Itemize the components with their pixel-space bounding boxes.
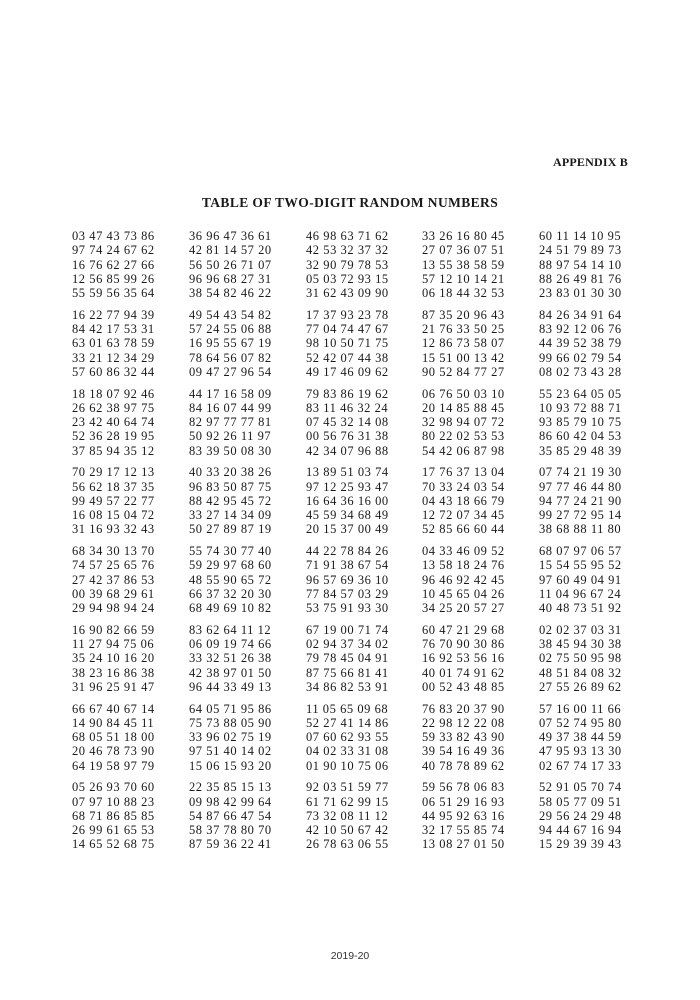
number-group: 68 71 86 85 85 <box>72 808 155 823</box>
number-group: 11 27 94 75 06 <box>72 637 155 651</box>
number-group: 29 94 98 94 24 <box>72 601 155 615</box>
number-group: 86 60 42 04 53 <box>539 429 622 444</box>
number-group: 47 95 93 13 30 <box>539 744 622 759</box>
number-group: 74 57 25 65 76 <box>72 558 155 573</box>
number-group: 20 46 78 73 90 <box>72 744 155 759</box>
number-group: 40 78 78 89 62 <box>422 758 505 773</box>
number-group: 06 09 19 74 66 <box>189 637 272 651</box>
number-group: 88 97 54 14 10 <box>539 257 622 272</box>
number-block <box>72 780 642 851</box>
number-group: 70 29 17 12 13 <box>72 465 155 480</box>
table-row <box>72 308 642 322</box>
number-group: 44 95 92 63 16 <box>422 808 505 823</box>
number-group: 38 68 88 11 80 <box>539 522 622 537</box>
number-block <box>72 465 642 536</box>
number-group: 57 24 55 06 88 <box>189 322 272 336</box>
number-group: 96 83 50 87 75 <box>189 479 272 494</box>
number-group: 75 73 88 05 90 <box>189 715 272 730</box>
number-group: 20 14 85 88 45 <box>422 400 505 415</box>
number-group: 80 22 02 53 53 <box>422 429 505 444</box>
table-row <box>72 494 642 508</box>
table-row <box>72 429 642 443</box>
number-group: 15 29 39 39 43 <box>539 837 622 852</box>
number-group: 15 06 15 93 20 <box>189 758 272 773</box>
table-row <box>72 229 642 243</box>
number-group: 07 45 32 14 08 <box>306 415 389 429</box>
number-group: 00 39 68 29 61 <box>72 586 155 601</box>
number-group: 78 64 56 07 82 <box>189 350 272 365</box>
table-row <box>72 823 642 837</box>
number-group: 96 57 69 36 10 <box>306 572 389 587</box>
number-group: 97 74 24 67 62 <box>72 243 155 258</box>
number-group: 49 17 46 09 62 <box>306 364 389 379</box>
number-group: 15 51 00 13 42 <box>422 350 505 365</box>
number-group: 40 33 20 38 26 <box>189 465 272 480</box>
number-group: 07 74 21 19 30 <box>539 465 622 480</box>
number-group: 79 78 45 04 91 <box>306 651 389 666</box>
table-row <box>72 680 642 694</box>
number-group: 45 59 34 68 49 <box>306 508 389 522</box>
number-group: 07 60 62 93 55 <box>306 730 389 744</box>
number-group: 35 24 10 16 20 <box>72 651 155 666</box>
number-group: 58 05 77 09 51 <box>539 794 622 809</box>
number-group: 49 37 38 44 59 <box>539 730 622 744</box>
number-group: 07 97 10 88 23 <box>72 794 155 809</box>
number-group: 02 02 37 03 31 <box>539 622 622 637</box>
number-group: 97 51 40 14 02 <box>189 744 272 759</box>
number-group: 42 81 14 57 20 <box>189 243 272 258</box>
number-group: 59 33 82 43 90 <box>422 730 505 744</box>
number-group: 55 74 30 77 40 <box>189 544 272 558</box>
table-row <box>72 759 642 773</box>
table-row <box>72 809 642 823</box>
number-group: 33 21 12 34 29 <box>72 350 155 365</box>
number-group: 14 90 84 45 11 <box>72 715 155 730</box>
number-group: 06 76 50 03 10 <box>422 386 505 401</box>
number-group: 42 34 07 96 88 <box>306 443 389 458</box>
number-group: 42 53 32 37 32 <box>306 243 389 258</box>
number-group: 97 60 49 04 91 <box>539 572 622 587</box>
number-group: 10 93 72 88 71 <box>539 400 622 415</box>
table-row <box>72 272 642 286</box>
number-group: 35 85 29 48 39 <box>539 443 622 458</box>
number-group: 06 51 29 16 93 <box>422 794 505 809</box>
number-group: 27 42 37 86 53 <box>72 572 155 587</box>
number-group: 98 10 50 71 75 <box>306 336 389 351</box>
number-group: 34 25 20 57 27 <box>422 601 505 615</box>
appendix-label: APPENDIX B <box>552 155 628 169</box>
table-row <box>72 730 642 744</box>
table-row <box>72 637 642 651</box>
number-group: 60 11 14 10 95 <box>539 229 622 243</box>
number-group: 16 76 62 27 66 <box>72 257 155 272</box>
number-group: 09 47 27 96 54 <box>189 364 272 379</box>
number-group: 87 75 66 81 41 <box>306 665 389 680</box>
number-group: 52 91 05 70 74 <box>539 780 622 795</box>
number-group: 59 29 97 68 60 <box>189 558 272 573</box>
number-group: 32 98 94 07 72 <box>422 415 505 429</box>
table-row <box>72 243 642 257</box>
number-group: 04 33 46 09 52 <box>422 544 505 558</box>
table-row <box>72 365 642 379</box>
number-group: 16 08 15 04 72 <box>72 508 155 522</box>
number-group: 11 05 65 09 68 <box>306 701 389 716</box>
number-group: 21 76 33 50 25 <box>422 322 505 336</box>
number-group: 11 04 96 67 24 <box>539 586 622 601</box>
number-group: 64 19 58 97 79 <box>72 758 155 773</box>
table-row <box>72 601 642 615</box>
number-group: 34 86 82 53 91 <box>306 679 389 694</box>
number-group: 87 59 36 22 41 <box>189 837 272 852</box>
number-group: 37 85 94 35 12 <box>72 443 155 458</box>
number-group: 84 16 07 44 99 <box>189 400 272 415</box>
number-group: 57 16 00 11 66 <box>539 701 622 716</box>
number-group: 94 44 67 16 94 <box>539 823 622 837</box>
number-group: 17 37 93 23 78 <box>306 307 389 322</box>
number-group: 46 98 63 71 62 <box>306 229 389 243</box>
number-group: 68 05 51 18 00 <box>72 730 155 744</box>
table-row <box>72 587 642 601</box>
number-group: 83 92 12 06 76 <box>539 322 622 336</box>
number-group: 56 62 18 37 35 <box>72 479 155 494</box>
number-group: 64 05 71 95 86 <box>189 701 272 716</box>
number-group: 07 52 74 95 80 <box>539 715 622 730</box>
table-row <box>72 666 642 680</box>
number-group: 92 03 51 59 77 <box>306 780 389 795</box>
number-group: 68 34 30 13 70 <box>72 544 155 558</box>
number-group: 13 89 51 03 74 <box>306 465 389 480</box>
number-group: 02 94 37 34 02 <box>306 637 389 651</box>
number-group: 52 27 41 14 86 <box>306 715 389 730</box>
number-group: 32 17 55 85 74 <box>422 823 505 837</box>
number-group: 76 83 20 37 90 <box>422 701 505 716</box>
number-group: 33 32 51 26 38 <box>189 651 272 666</box>
number-group: 68 07 97 06 57 <box>539 544 622 558</box>
number-group: 93 85 79 10 75 <box>539 415 622 429</box>
number-group: 09 98 42 99 64 <box>189 794 272 809</box>
number-group: 13 08 27 01 50 <box>422 837 505 852</box>
number-group: 55 23 64 05 05 <box>539 386 622 401</box>
number-group: 67 19 00 71 74 <box>306 622 389 637</box>
number-group: 58 37 78 80 70 <box>189 823 272 837</box>
number-group: 44 17 16 58 09 <box>189 386 272 401</box>
number-group: 88 42 95 45 72 <box>189 493 272 508</box>
number-group: 83 39 50 08 30 <box>189 443 272 458</box>
number-group: 12 86 73 58 07 <box>422 336 505 351</box>
number-group: 26 99 61 65 53 <box>72 823 155 837</box>
number-group: 77 84 57 03 29 <box>306 586 389 601</box>
table-row <box>72 465 642 479</box>
number-group: 22 98 12 22 08 <box>422 715 505 730</box>
number-group: 13 55 38 58 59 <box>422 257 505 272</box>
page-footer: 2019-20 <box>330 950 370 962</box>
number-group: 84 42 17 53 31 <box>72 322 155 336</box>
number-group: 04 43 18 66 79 <box>422 493 505 508</box>
number-group: 96 44 33 49 13 <box>189 679 272 694</box>
number-group: 99 49 57 22 77 <box>72 493 155 508</box>
number-group: 68 49 69 10 82 <box>189 601 272 615</box>
number-group: 14 65 52 68 75 <box>72 837 155 852</box>
number-group: 96 96 68 27 31 <box>189 271 272 286</box>
number-group: 40 01 74 91 62 <box>422 665 505 680</box>
number-group: 52 36 28 19 95 <box>72 429 155 444</box>
number-group: 52 42 07 44 38 <box>306 350 389 365</box>
table-row <box>72 544 642 558</box>
number-group: 49 54 43 54 82 <box>189 307 272 322</box>
table-row <box>72 795 642 809</box>
table-row <box>72 387 642 401</box>
number-group: 40 48 73 51 92 <box>539 601 622 615</box>
number-group: 57 60 86 32 44 <box>72 364 155 379</box>
number-group: 48 51 84 08 32 <box>539 665 622 680</box>
table-row <box>72 286 642 300</box>
number-group: 24 51 79 89 73 <box>539 243 622 258</box>
table-row <box>72 336 642 350</box>
random-number-table <box>72 229 642 859</box>
number-group: 16 92 53 56 16 <box>422 651 505 666</box>
number-group: 42 38 97 01 50 <box>189 665 272 680</box>
number-group: 70 33 24 03 54 <box>422 479 505 494</box>
number-group: 16 64 36 16 00 <box>306 493 389 508</box>
number-group: 23 83 01 30 30 <box>539 286 622 300</box>
number-group: 79 83 86 19 62 <box>306 386 389 401</box>
number-group: 57 12 10 14 21 <box>422 271 505 286</box>
number-block <box>72 387 642 458</box>
table-row <box>72 522 642 536</box>
number-group: 88 26 49 81 76 <box>539 271 622 286</box>
number-group: 60 47 21 29 68 <box>422 622 505 637</box>
number-group: 27 07 36 07 51 <box>422 243 505 258</box>
number-group: 23 42 40 64 74 <box>72 415 155 429</box>
table-row <box>72 573 642 587</box>
number-group: 94 77 24 21 90 <box>539 493 622 508</box>
page-title: TABLE OF TWO-DIGIT RANDOM NUMBERS <box>201 195 499 210</box>
number-group: 15 54 55 95 52 <box>539 558 622 573</box>
number-group: 02 67 74 17 33 <box>539 758 622 773</box>
number-group: 32 90 79 78 53 <box>306 257 389 272</box>
number-group: 52 85 66 60 44 <box>422 522 505 537</box>
number-group: 17 76 37 13 04 <box>422 465 505 480</box>
number-group: 16 22 77 94 39 <box>72 307 155 322</box>
number-group: 44 22 78 84 26 <box>306 544 389 558</box>
number-group: 59 56 78 06 83 <box>422 780 505 795</box>
number-group: 55 59 56 35 64 <box>72 286 155 300</box>
number-group: 00 52 43 48 85 <box>422 679 505 694</box>
number-group: 71 91 38 67 54 <box>306 558 389 573</box>
number-group: 05 26 93 70 60 <box>72 780 155 795</box>
table-row <box>72 651 642 665</box>
number-group: 73 32 08 11 12 <box>306 808 389 823</box>
number-group: 99 66 02 79 54 <box>539 350 622 365</box>
number-group: 31 62 43 09 90 <box>306 286 389 300</box>
number-block <box>72 544 642 615</box>
number-group: 04 02 33 31 08 <box>306 744 389 759</box>
number-group: 96 46 92 42 45 <box>422 572 505 587</box>
table-row <box>72 415 642 429</box>
table-row <box>72 716 642 730</box>
number-group: 42 10 50 67 42 <box>306 823 389 837</box>
number-group: 38 23 16 86 38 <box>72 665 155 680</box>
number-group: 76 70 90 30 86 <box>422 637 505 651</box>
number-group: 00 56 76 31 38 <box>306 429 389 444</box>
number-group: 10 45 65 04 26 <box>422 586 505 601</box>
number-group: 84 26 34 91 64 <box>539 307 622 322</box>
number-group: 05 03 72 93 15 <box>306 271 389 286</box>
number-group: 99 27 72 95 14 <box>539 508 622 522</box>
number-group: 97 12 25 93 47 <box>306 479 389 494</box>
table-row <box>72 837 642 851</box>
number-group: 29 56 24 29 48 <box>539 808 622 823</box>
number-group: 33 96 02 75 19 <box>189 730 272 744</box>
number-group: 16 90 82 66 59 <box>72 622 155 637</box>
number-group: 56 50 26 71 07 <box>189 257 272 272</box>
number-block <box>72 308 642 379</box>
table-row <box>72 508 642 522</box>
number-group: 97 77 46 44 80 <box>539 479 622 494</box>
number-group: 53 75 91 93 30 <box>306 601 389 615</box>
number-group: 13 58 18 24 76 <box>422 558 505 573</box>
number-group: 18 18 07 92 46 <box>72 386 155 401</box>
number-group: 03 47 43 73 86 <box>72 229 155 243</box>
table-row <box>72 322 642 336</box>
number-group: 66 67 40 67 14 <box>72 701 155 716</box>
number-group: 33 26 16 80 45 <box>422 229 505 243</box>
number-group: 12 72 07 34 45 <box>422 508 505 522</box>
number-group: 66 37 32 20 30 <box>189 586 272 601</box>
number-group: 02 75 50 95 98 <box>539 651 622 666</box>
number-group: 48 55 90 65 72 <box>189 572 272 587</box>
number-group: 26 78 63 06 55 <box>306 837 389 852</box>
number-group: 54 42 06 87 98 <box>422 443 505 458</box>
number-group: 54 87 66 47 54 <box>189 808 272 823</box>
number-block <box>72 702 642 773</box>
number-group: 12 56 85 99 26 <box>72 271 155 286</box>
number-group: 01 90 10 75 06 <box>306 758 389 773</box>
number-group: 83 11 46 32 24 <box>306 400 389 415</box>
number-block <box>72 229 642 300</box>
table-row <box>72 702 642 716</box>
number-group: 50 27 89 87 19 <box>189 522 272 537</box>
number-group: 44 39 52 38 79 <box>539 336 622 351</box>
table-row <box>72 401 642 415</box>
number-block <box>72 623 642 694</box>
table-row <box>72 558 642 572</box>
number-group: 22 35 85 15 13 <box>189 780 272 795</box>
number-group: 06 18 44 32 53 <box>422 286 505 300</box>
table-row <box>72 351 642 365</box>
number-group: 83 62 64 11 12 <box>189 622 272 637</box>
table-row <box>72 258 642 272</box>
table-row <box>72 480 642 494</box>
number-group: 36 96 47 36 61 <box>189 229 272 243</box>
table-row <box>72 744 642 758</box>
number-group: 90 52 84 77 27 <box>422 364 505 379</box>
number-group: 39 54 16 49 36 <box>422 744 505 759</box>
number-group: 27 55 26 89 62 <box>539 679 622 694</box>
number-group: 16 95 55 67 19 <box>189 336 272 351</box>
number-group: 82 97 77 77 81 <box>189 415 272 429</box>
number-group: 38 45 94 30 38 <box>539 637 622 651</box>
number-group: 38 54 82 46 22 <box>189 286 272 300</box>
number-group: 61 71 62 99 15 <box>306 794 389 809</box>
number-group: 63 01 63 78 59 <box>72 336 155 351</box>
number-group: 31 96 25 91 47 <box>72 679 155 694</box>
table-row <box>72 444 642 458</box>
table-row <box>72 623 642 637</box>
number-group: 26 62 38 97 75 <box>72 400 155 415</box>
number-group: 87 35 20 96 43 <box>422 307 505 322</box>
number-group: 33 27 14 34 09 <box>189 508 272 522</box>
number-group: 50 92 26 11 97 <box>189 429 272 444</box>
number-group: 08 02 73 43 28 <box>539 364 622 379</box>
table-row <box>72 780 642 794</box>
number-group: 31 16 93 32 43 <box>72 522 155 537</box>
number-group: 20 15 37 00 49 <box>306 522 389 537</box>
number-group: 77 04 74 47 67 <box>306 322 389 336</box>
